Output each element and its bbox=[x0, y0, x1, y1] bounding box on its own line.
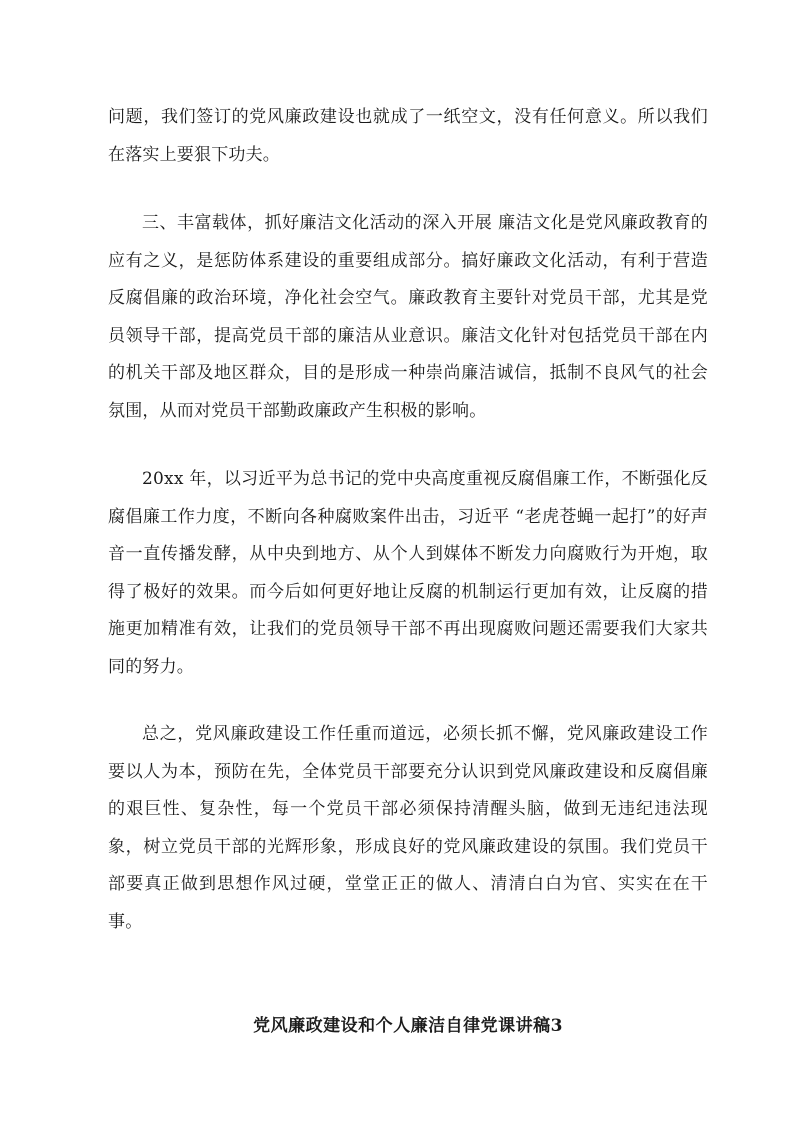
paragraph-conclusion: 总之，党风廉政建设工作任重而道远，必须长抓不懈，党风廉政建设工作要以人为本，预防在先，全体党员干部要充分认识到党风廉政建设和反腐倡廉的艰巨性、复杂性，每一个党员干部必须保持清醒头脑，做到无违纪违法现象，树立党员干部的光辉形象，形成良好的党风廉政建设的氛围。我们党员干部要真正做到思想作风过硬，堂堂正正的做人、清清白白为官、实实在在干事。 bbox=[108, 724, 708, 932]
paragraph-anti-corruption: 20xx 年，以习近平为总书记的党中央高度重视反腐倡廉工作，不断强化反腐倡廉工作力度，不断向各种腐败案件出击，习近平 “老虎苍蝇一起打”的好声音一直传播发酵，从中央到地方、从个人到媒体不断发力向腐败行为开炮，取得了极好的效果。而今后如何更好地让反腐的机制运行更加有效，让反腐的措施更加精准有效，让我们的党员领导干部不再出现腐败问题还需要我们大家共同的努力。 bbox=[108, 469, 708, 677]
paragraph-continuation: 问题，我们签订的党风廉政建设也就成了一纸空文，没有任何意义。所以我们在落实上要狠下功夫。 bbox=[108, 107, 708, 165]
section-heading: 党风廉政建设和个人廉洁自律党课讲稿3 bbox=[253, 1016, 563, 1036]
paragraph-section-three: 三、丰富载体，抓好廉洁文化活动的深入开展 廉洁文化是党风廉政教育的应有之义，是惩防体系建设的重要组成部分。搞好廉政文化活动，有利于营造反腐倡廉的政治环境，净化社会空气。廉政教育主要针对党员干部，尤其是党员领导干部，提高党员干部的廉洁从业意识。廉洁文化针对包括党员干部在内的机关干部及地区群众，目的是形成一种崇尚廉洁诚信，抵制不良风气的社会氛围，从而对党员干部勤政廉政产生积极的影响。 bbox=[108, 213, 708, 421]
